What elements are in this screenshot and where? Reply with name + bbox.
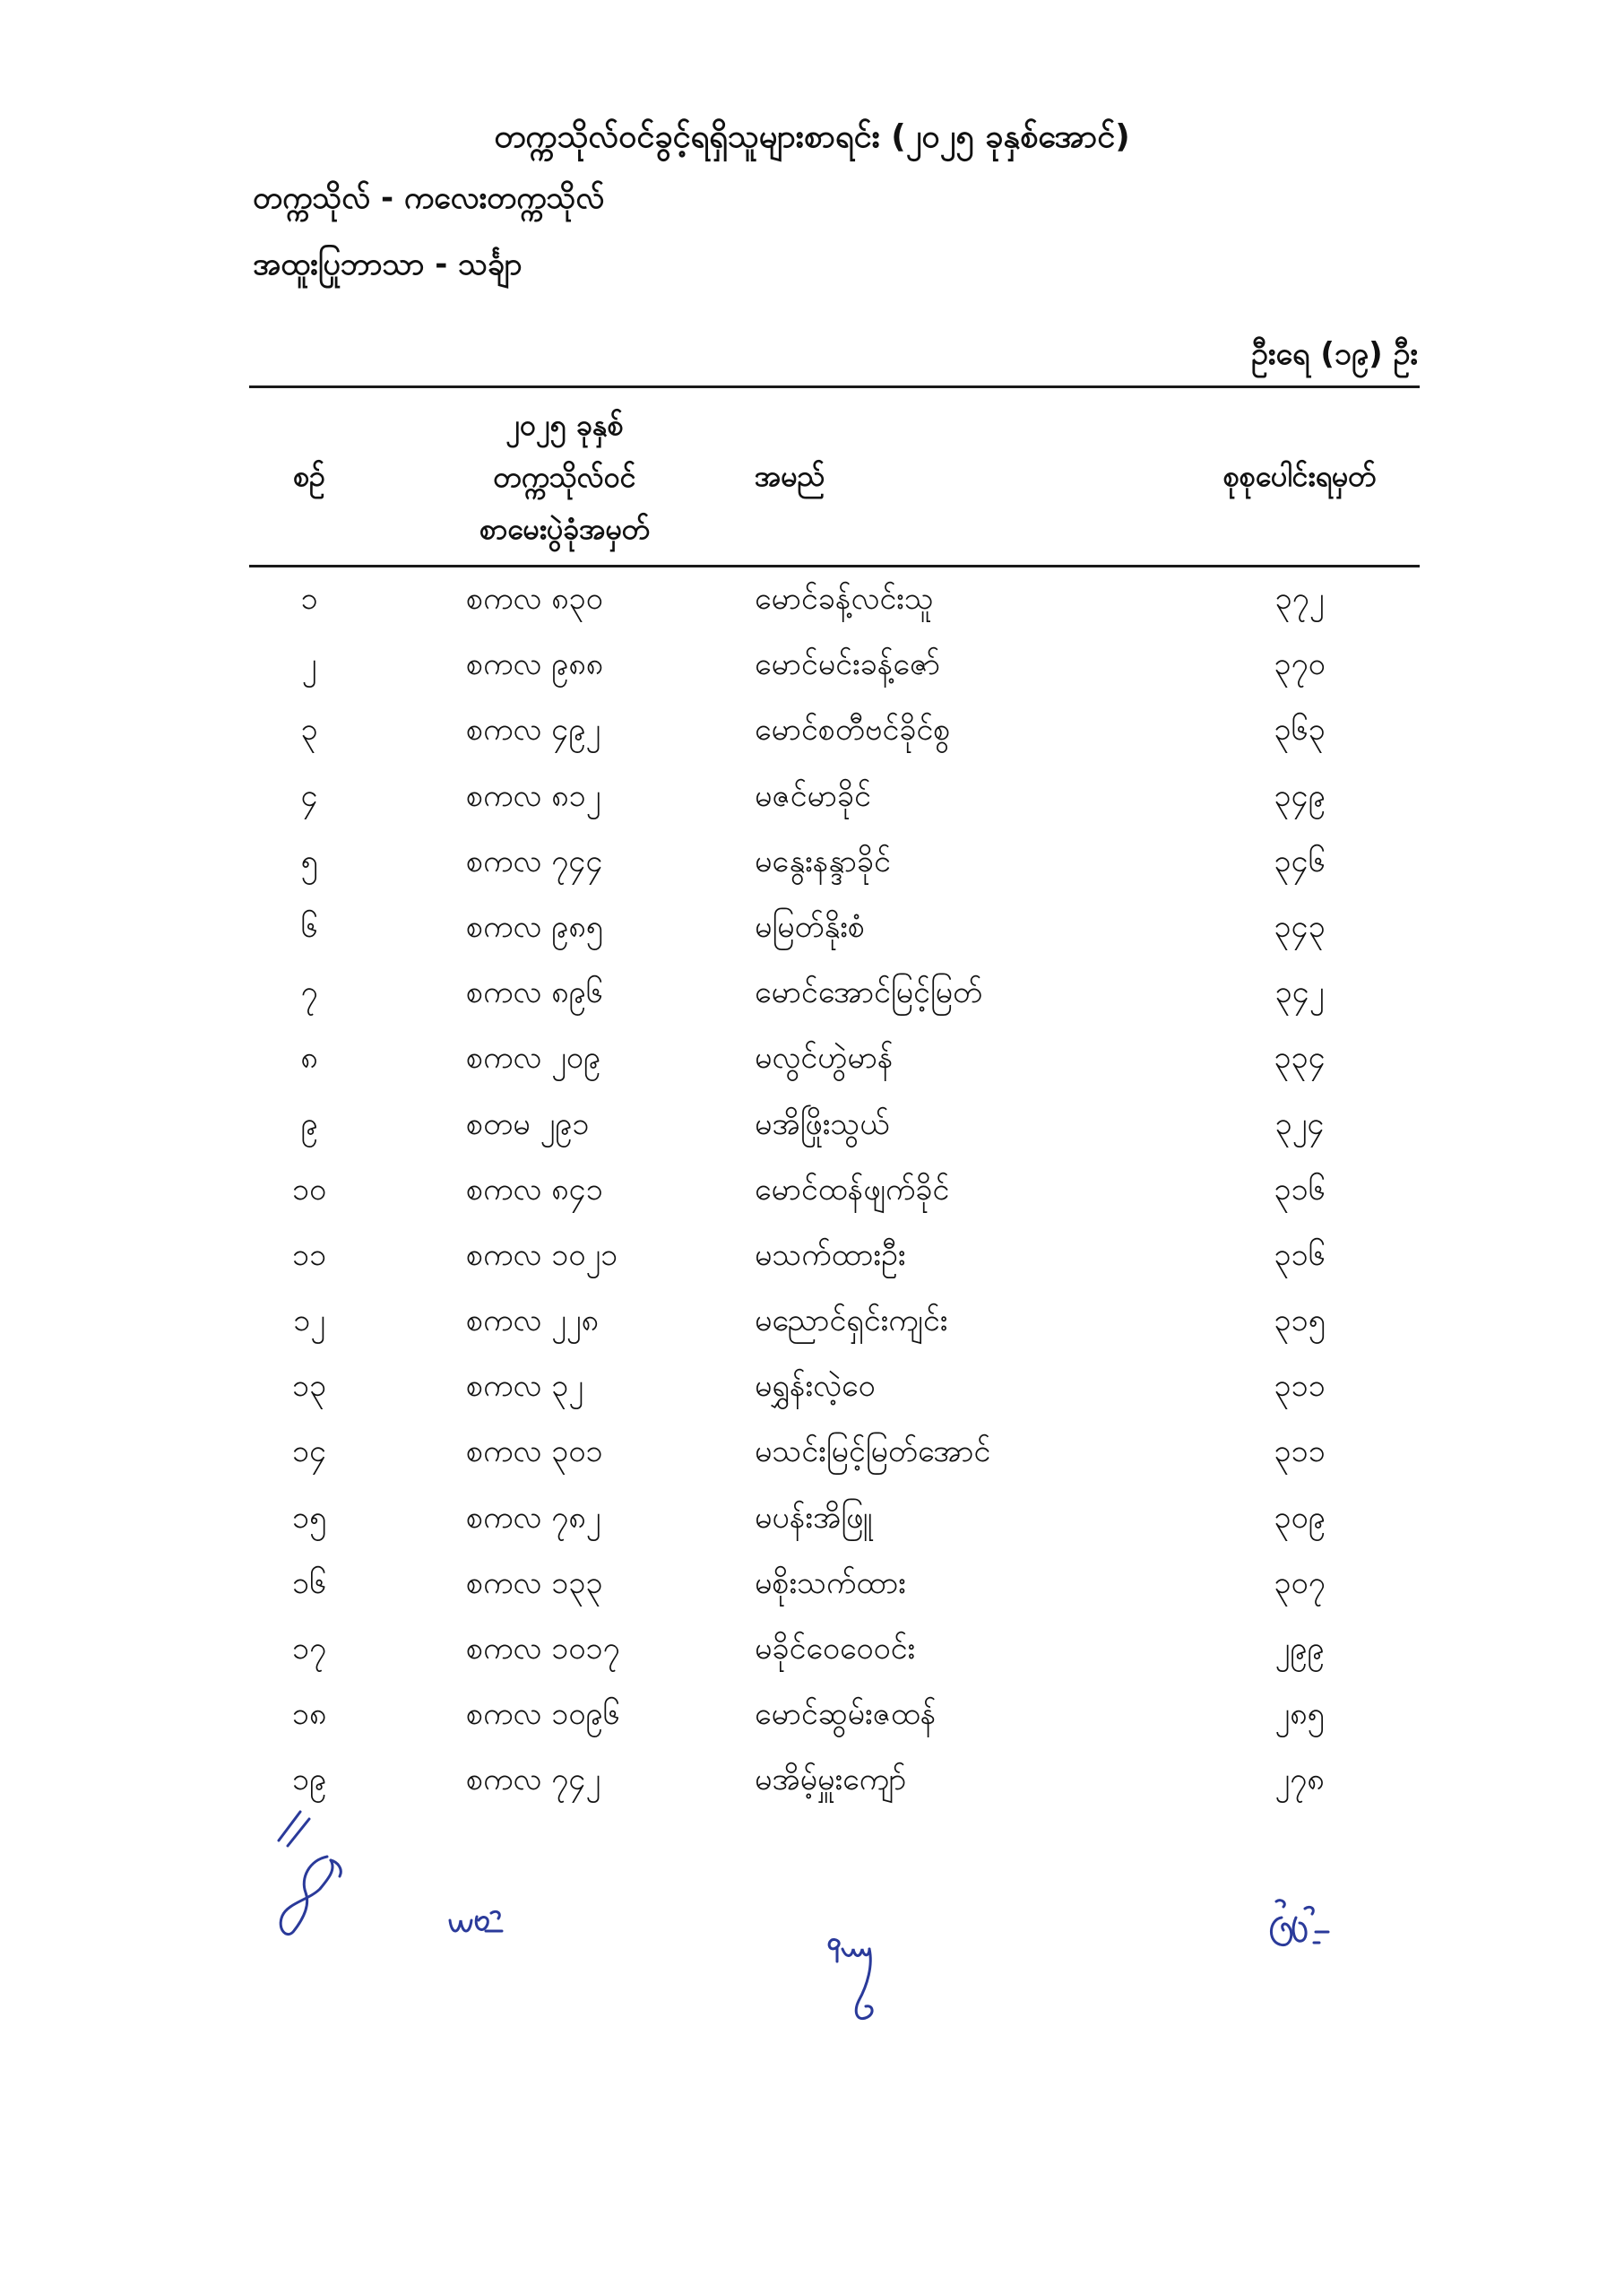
- cell-marks: ၃၄၆: [1274, 843, 1326, 879]
- cell-name: မအိဖြိုးသွယ်: [755, 1105, 890, 1142]
- cell-no: ၉: [300, 1105, 318, 1142]
- cell-roll: စကလ ၈၉၆: [466, 974, 603, 1011]
- header-name: အမည်: [755, 459, 825, 493]
- cell-no: ၁၁: [291, 1236, 327, 1273]
- table-row: [0, 836, 1624, 902]
- cell-name: မပန်းအိဖြူ: [755, 1499, 873, 1536]
- cell-name: မညောင်ရှင်းကျင်း: [755, 1303, 948, 1339]
- cell-no: ၅: [300, 843, 318, 879]
- table-row: [0, 967, 1624, 1033]
- cell-marks: ၃၀၉: [1274, 1499, 1326, 1536]
- cell-roll: စကလ ၈၁၂: [466, 777, 601, 814]
- cell-name: မသင်းမြင့်မြတ်အောင်: [755, 1433, 991, 1470]
- cell-marks: ၃၁၆: [1274, 1171, 1326, 1208]
- header-roll-line1: ၂၀၂၅ ခုနှစ်: [505, 408, 624, 442]
- cell-marks: ၃၁၁: [1274, 1368, 1326, 1405]
- table-row: [0, 1165, 1624, 1230]
- cell-no: ၇: [300, 974, 318, 1011]
- header-total-marks: စုစုပေါင်းရမှတ်: [1222, 459, 1377, 493]
- table-row: [0, 902, 1624, 967]
- cell-name: မသက်ထားဦး: [755, 1236, 906, 1273]
- signature-3: [823, 1935, 894, 2024]
- cell-no: ၁၄: [291, 1433, 327, 1470]
- table-row: [0, 1689, 1624, 1754]
- cell-name: မရွှန်းလဲ့ဝေ: [755, 1368, 876, 1405]
- cell-roll: စကလ ၉၈၈: [466, 646, 604, 683]
- cell-name: မခိုင်ဝေဝေဝင်း: [755, 1631, 916, 1667]
- cell-roll: စကလ ၂၂၈: [466, 1303, 599, 1339]
- cell-roll: စကလ ၇၄၂: [466, 1762, 601, 1798]
- header-roll-line3: စာမေးပွဲခုံအမှတ်: [479, 512, 650, 546]
- cell-name: မောင်ဆွမ်းဇထန်: [755, 1696, 937, 1733]
- cell-no: ၁၀: [291, 1171, 327, 1208]
- table-row: [0, 1426, 1624, 1492]
- cell-marks: ၂၉၉: [1274, 1631, 1325, 1667]
- table-row: [0, 1033, 1624, 1098]
- table-row: [0, 1361, 1624, 1426]
- cell-no: ၁၆: [291, 1564, 327, 1601]
- table-row: [0, 639, 1624, 705]
- table-row: [0, 1558, 1624, 1624]
- table-body: [0, 574, 1624, 1821]
- cell-roll: စတမ ၂၉၁: [466, 1105, 590, 1142]
- header-roll-number: [430, 399, 699, 555]
- cell-roll: စကလ ၃၂: [466, 1368, 583, 1405]
- table-row: [0, 771, 1624, 836]
- cell-marks: ၃၀၇: [1274, 1564, 1326, 1601]
- cell-marks: ၂၈၅: [1274, 1696, 1325, 1733]
- cell-marks: ၃၆၃: [1274, 712, 1326, 749]
- table-row: [0, 1754, 1624, 1820]
- cell-roll: စကလ ၁၃၃: [466, 1564, 603, 1601]
- cell-name: မစိုးသက်ထား: [755, 1564, 906, 1601]
- header-roll-line2: တက္ကသိုလ်ဝင်: [493, 460, 636, 494]
- cell-name: မဇင်မာခိုင်: [755, 777, 871, 814]
- cell-marks: ၃၄၂: [1274, 974, 1325, 1011]
- major-line: အထူးပြုဘာသာ - သင်္ချာ: [253, 247, 523, 282]
- cell-roll: စကလ ၉၈၅: [466, 908, 603, 945]
- cell-name: မနွေးနန္ဒာခိုင်: [755, 843, 891, 879]
- cell-no: ၈: [300, 1040, 318, 1077]
- table-row: [0, 1295, 1624, 1361]
- cell-roll: စကလ ၄၉၂: [466, 712, 601, 749]
- cell-name: မောင်ထန်ဖျက်ခိုင်: [755, 1171, 950, 1208]
- header-no: စဉ်: [293, 459, 325, 493]
- cell-marks: ၂၇၈: [1274, 1762, 1325, 1798]
- cell-roll: စကလ ၇၄၄: [466, 843, 603, 879]
- cell-no: ၁၅: [291, 1499, 327, 1536]
- cell-name: မမြတ်နိုးစံ: [755, 908, 865, 945]
- cell-marks: ၃၃၄: [1274, 1040, 1326, 1077]
- cell-no: ၁၂: [293, 1303, 325, 1339]
- cell-name: မလွင်ဟွဲမာန်: [755, 1040, 894, 1077]
- cell-no: ၁: [300, 581, 318, 617]
- cell-roll: စကလ ၁၀၁၇: [466, 1631, 620, 1667]
- cell-name: မောင်စတီဗင်ခိုင်စွ: [755, 712, 951, 749]
- cell-marks: ၃၁၁: [1274, 1433, 1326, 1470]
- table-top-rule: [249, 385, 1420, 388]
- cell-no: ၁၈: [291, 1696, 327, 1733]
- table-row: [0, 1493, 1624, 1558]
- page-title: တက္ကသိုလ်ဝင်ခွင့်ရရှိသူများစာရင်း (၂၀၂၅ ခုနှစ်အောင်): [494, 118, 1130, 155]
- cell-roll: စကလ ၈၄၁: [466, 1171, 603, 1208]
- cell-roll: စကလ ၈၃၀: [466, 581, 603, 617]
- cell-no: ၁၉: [291, 1762, 327, 1798]
- cell-no: ၃: [300, 712, 318, 749]
- cell-roll: စကလ ၂၀၉: [466, 1040, 601, 1077]
- cell-roll: စကလ ၇၈၂: [466, 1499, 601, 1536]
- cell-no: ၁၃: [291, 1368, 327, 1405]
- cell-marks: ၃၂၄: [1274, 1105, 1325, 1142]
- table-header-rule: [249, 565, 1420, 567]
- cell-marks: ၃၁၅: [1274, 1303, 1326, 1339]
- cell-no: ၂: [301, 646, 317, 683]
- cell-name: မောင်အောင်မြင့်မြတ်: [755, 974, 983, 1011]
- cell-name: မောင်ခန့်လင်းသူ: [755, 581, 934, 617]
- table-row: [0, 574, 1624, 639]
- cell-no: ၁၇: [291, 1631, 327, 1667]
- cell-roll: စကလ ၁၀၂၁: [466, 1236, 618, 1273]
- table-row: [0, 705, 1624, 770]
- cell-marks: ၃၁၆: [1274, 1236, 1326, 1273]
- cell-name: မောင်မင်းခန့်ဇော်: [755, 646, 941, 683]
- cell-roll: စကလ ၃၀၁: [466, 1433, 603, 1470]
- cell-no: ၄: [300, 777, 318, 814]
- cell-marks: ၃၇၀: [1274, 646, 1326, 683]
- cell-marks: ၃၄၃: [1274, 908, 1326, 945]
- cell-marks: ၃၇၂: [1274, 581, 1325, 617]
- signature-2: [446, 1908, 509, 1944]
- signature-1: [273, 1806, 354, 1941]
- table-row: [0, 1624, 1624, 1689]
- total-count: ဦးရေ (၁၉) ဦး: [1251, 336, 1418, 372]
- cell-marks: ၃၄၉: [1274, 777, 1326, 814]
- cell-roll: စကလ ၁၀၉၆: [466, 1696, 620, 1733]
- cell-no: ၆: [300, 908, 318, 945]
- table-row: [0, 1230, 1624, 1295]
- university-line: တက္ကသိုလ် - ကလေးတက္ကသိုလ်: [253, 180, 605, 216]
- table-row: [0, 1099, 1624, 1165]
- signature-4: [1264, 1896, 1335, 1959]
- cell-name: မအိမ့်မှူးကျော်: [755, 1762, 907, 1798]
